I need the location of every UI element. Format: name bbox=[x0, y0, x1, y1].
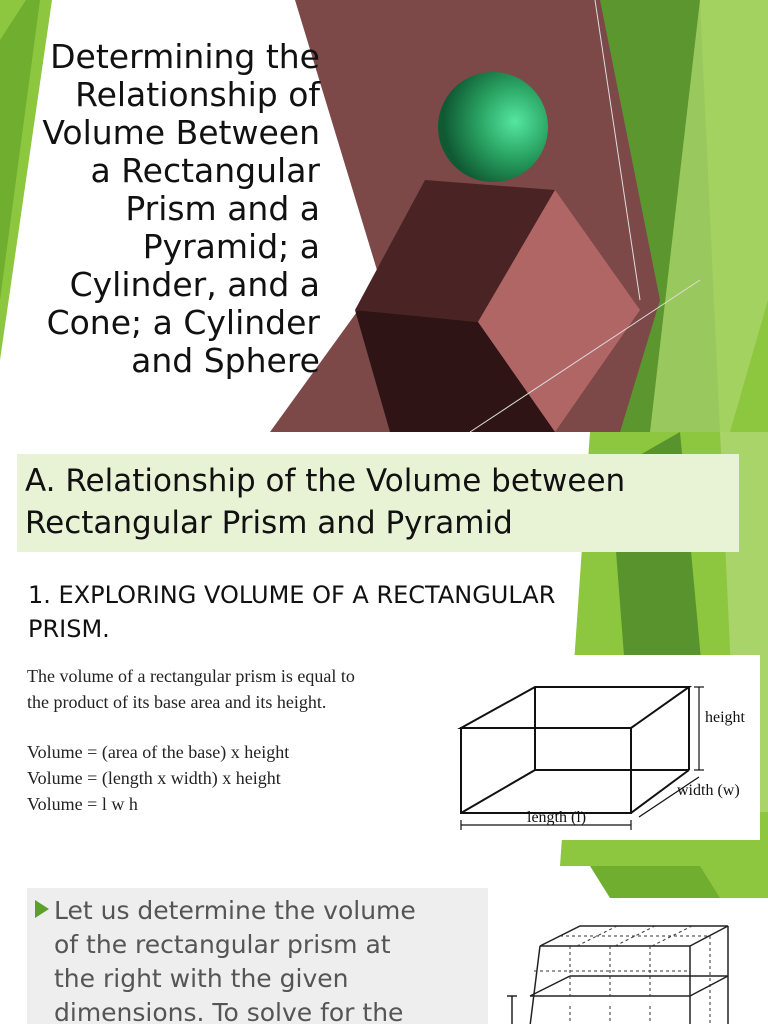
heading-line: A. Relationship of the Volume between bbox=[25, 463, 626, 499]
figure-text-line: the product of its base area and its height. bbox=[27, 692, 327, 712]
formula-line: Volume = l w h bbox=[27, 794, 138, 814]
formula-line: Volume = (length x width) x height bbox=[27, 768, 281, 788]
width-label: width (w) bbox=[677, 782, 740, 799]
grid-prism-edge bbox=[530, 946, 540, 1024]
subheading-line: PRISM. bbox=[28, 615, 110, 643]
length-label: length (l) bbox=[527, 809, 587, 826]
height-label: height bbox=[705, 709, 745, 726]
grid-prism-diagram bbox=[500, 916, 740, 1024]
bullet-line: Let us determine the volume bbox=[54, 896, 416, 925]
bullet-line: dimensions. To solve for the bbox=[54, 998, 404, 1024]
title-line: a Rectangular bbox=[90, 151, 320, 190]
prism-top-edge bbox=[461, 687, 689, 728]
bullet-text bbox=[54, 894, 484, 1024]
title-slide bbox=[0, 0, 768, 432]
title-line: Prism and a bbox=[125, 189, 320, 228]
content-slide-prism bbox=[0, 432, 768, 866]
rectangular-prism-diagram bbox=[449, 665, 759, 837]
section-heading-box bbox=[17, 454, 739, 552]
subheading-line: 1. EXPLORING VOLUME OF A RECTANGULAR bbox=[28, 581, 556, 609]
grid-prism-layer bbox=[690, 976, 728, 996]
content-slide-example bbox=[0, 866, 768, 1024]
slide-title bbox=[14, 38, 320, 380]
title-line: Cylinder, and a bbox=[69, 265, 320, 304]
prism-back-edge bbox=[461, 770, 535, 813]
title-line: Pyramid; a bbox=[142, 227, 320, 266]
bullet-line: of the rectangular prism at bbox=[54, 930, 391, 959]
formula-line: Volume = (area of the base) x height bbox=[27, 742, 290, 762]
bullet-line: the right with the given bbox=[54, 964, 349, 993]
section-heading bbox=[25, 460, 731, 544]
green-sphere bbox=[438, 72, 548, 182]
title-line: Cone; a Cylinder bbox=[46, 303, 320, 342]
title-line: and Sphere bbox=[131, 341, 320, 380]
figure-text bbox=[27, 663, 447, 817]
figure-text-line: The volume of a rectangular prism is equal to bbox=[27, 666, 355, 686]
title-line: Volume Between bbox=[42, 113, 320, 152]
subsection-heading bbox=[28, 578, 668, 646]
bullet-box bbox=[27, 888, 488, 1024]
title-line: Relationship of bbox=[75, 75, 320, 114]
prism-figure bbox=[19, 655, 760, 840]
heading-line: Rectangular Prism and Pyramid bbox=[25, 505, 513, 541]
triangle-bullet-icon bbox=[35, 900, 49, 918]
title-line: Determining the bbox=[50, 37, 320, 76]
